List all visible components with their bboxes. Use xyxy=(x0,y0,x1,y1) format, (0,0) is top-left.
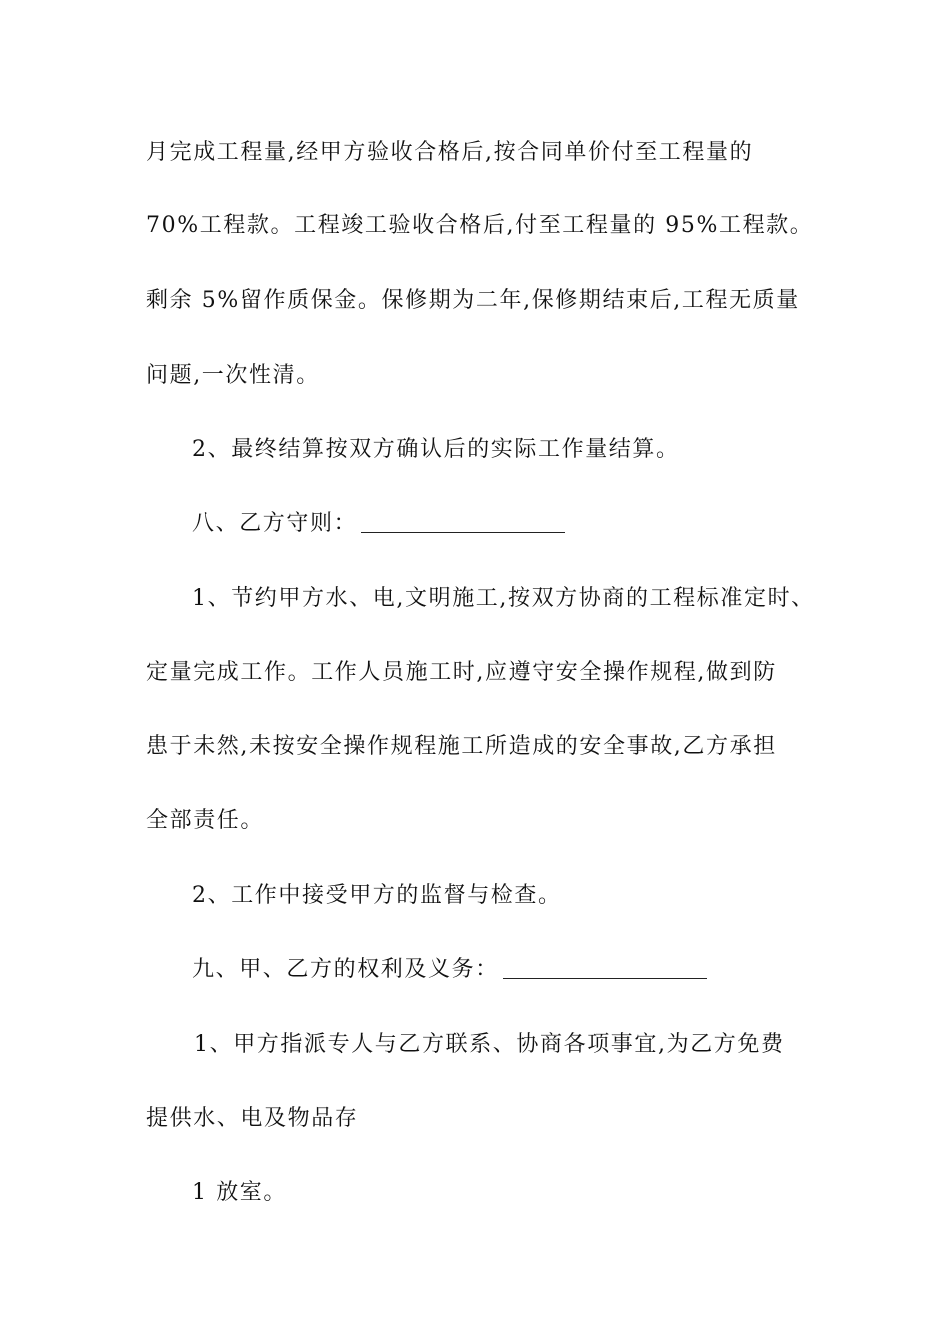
paragraph-line: 70%工程款。工程竣工验收合格后,付至工程量的 95%工程款。 xyxy=(146,213,814,238)
paragraph-line: 患于未然,未按安全操作规程施工所造成的安全事故,乙方承担 xyxy=(146,734,777,759)
fill-in-blank xyxy=(503,956,707,979)
paragraph-line: 2、最终结算按双方确认后的实际工作量结算。 xyxy=(192,437,680,462)
section-heading xyxy=(192,509,872,539)
paragraph-line: 问题,一次性清。 xyxy=(146,363,320,388)
paragraph-line: 1 放室。 xyxy=(192,1180,287,1205)
section-heading-text: 九、甲、乙方的权利及义务： xyxy=(192,957,499,982)
paragraph-line: 1、甲方指派专人与乙方联系、协商各项事宜,为乙方免费 xyxy=(194,1032,785,1057)
paragraph-line: 定量完成工作。工作人员施工时,应遵守安全操作规程,做到防 xyxy=(146,660,777,685)
section-heading xyxy=(192,955,872,985)
paragraph-line: 2、工作中接受甲方的监督与检查。 xyxy=(192,883,562,908)
paragraph-line: 提供水、电及物品存 xyxy=(146,1106,359,1131)
section-heading-text: 八、乙方守则： xyxy=(192,511,358,536)
paragraph-line: 1、节约甲方水、电,文明施工,按双方协商的工程标准定时、 xyxy=(192,586,815,611)
paragraph-line: 月完成工程量,经甲方验收合格后,按合同单价付至工程量的 xyxy=(146,140,754,165)
paragraph-line: 剩余 5%留作质保金。保修期为二年,保修期结束后,工程无质量 xyxy=(146,288,800,313)
fill-in-blank xyxy=(361,510,565,533)
paragraph-line: 全部责任。 xyxy=(146,808,265,833)
